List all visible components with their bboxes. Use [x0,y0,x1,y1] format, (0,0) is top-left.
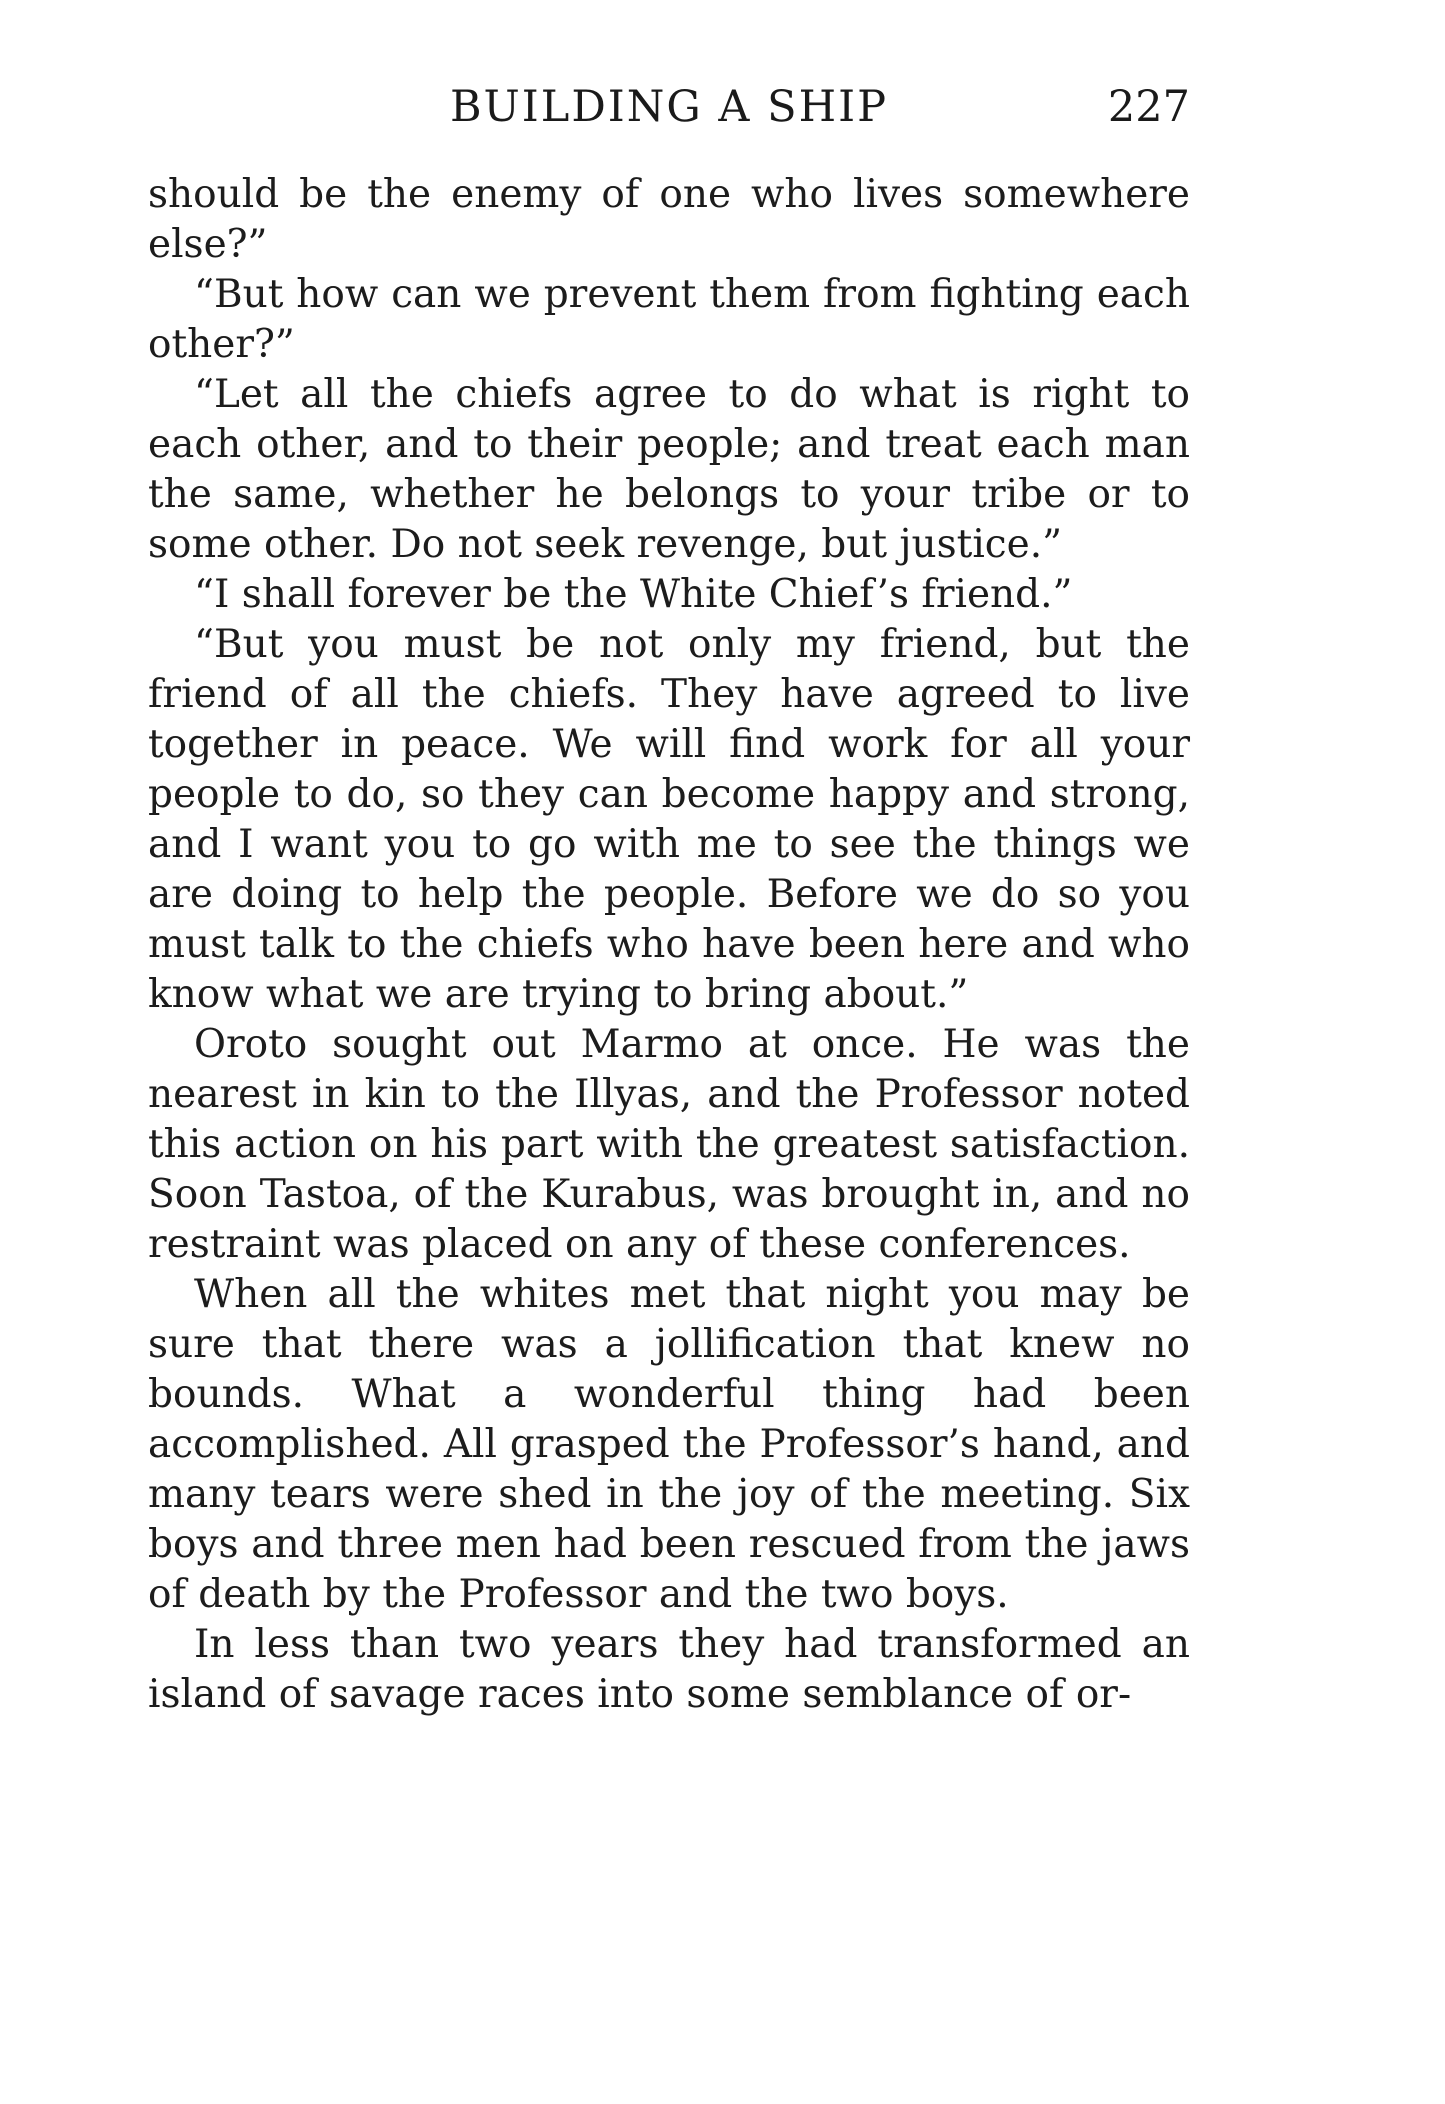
paragraph: “But you must be not only my friend, but the friend of all the chiefs. They have agreed to live together in peace. We will find work for all your people to do, so they can become happy and strong, and I want you to go with me to see the things we are doing to help the people. Before we do so you must talk to the chiefs who have been here and who know what we are trying to bring about.” [148,622,1190,1017]
running-title: BUILDING A SHIP [449,82,889,132]
paragraph: should be the enemy of one who lives somewhere else?” [148,172,1190,267]
page-number: 227 [1107,82,1190,132]
paragraph: “I shall forever be the White Chief’s friend.” [194,572,1073,617]
paragraph: When all the whites met that night you may be sure that there was a jollification that knew no bounds. What a wonderful thing had been accomplished. All grasped the Professor’s hand, and many tears were shed in the joy of the meeting. Six boys and three men had been rescued from the jaws of death by the Professor and the two boys. [148,1272,1190,1617]
paragraph: “But how can we prevent them from fighting each other?” [148,272,1190,367]
running-head [148,82,1190,142]
paragraph: “Let all the chiefs agree to do what is right to each other, and to their people; and treat each man the same, whether he belongs to your tribe or to some other. Do not seek revenge, but justice.” [148,372,1190,567]
paragraph: In less than two years they had transformed an island of savage races into some semblance of or- [148,1622,1190,1717]
paragraph: Oroto sought out Marmo at once. He was the nearest in kin to the Illyas, and the Professor noted this action on his part with the greatest satisfaction. Soon Tastoa, of the Kurabus, was brought in, and no restraint was placed on any of these conferences. [148,1022,1190,1267]
body-text [148,170,1190,1720]
